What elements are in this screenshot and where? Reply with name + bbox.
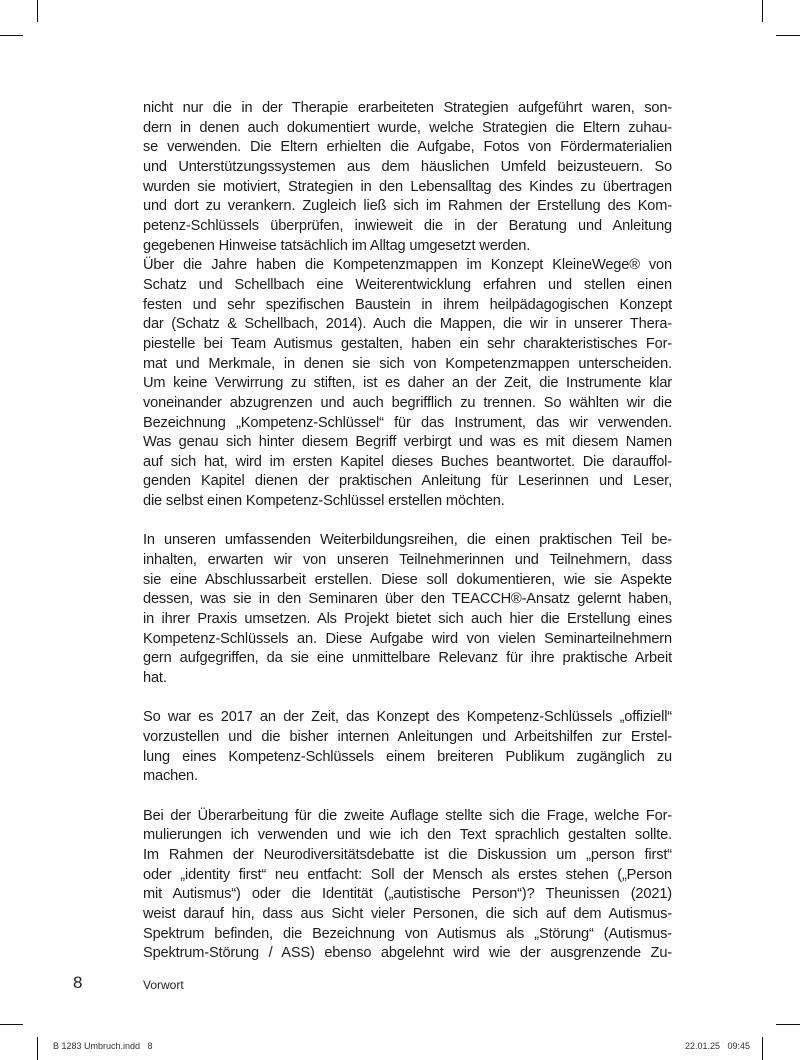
- text-line: petenz-Schlüssels überprüfen, inwieweit die in der Beratung und Anleitung: [143, 217, 672, 234]
- text-line: Um keine Verwirrung zu stiften, ist es daher an der Zeit, die Instrumente klar: [143, 375, 672, 392]
- crop-mark-bottom-right-vertical: [762, 1037, 763, 1060]
- text-line: Bei der Überarbeitung für die zweite Auflage stellte sich die Frage, welche For-: [143, 807, 672, 824]
- text-line: gegebenen Hinweise tatsächlich im Alltag umgesetzt werden.: [143, 237, 531, 254]
- paragraph-1: [143, 99, 672, 256]
- text-line: und Unterstützungssystemen aus dem häuslichen Umfeld beizusteuern. So: [143, 158, 672, 175]
- crop-mark-top-left-vertical: [37, 0, 38, 22]
- text-line: oder „identity first“ neu entfacht: Soll der Mensch als erstes stehen („Person: [143, 866, 672, 883]
- slug-timestamp: 22.01.25 09:45: [685, 1041, 751, 1051]
- text-line: wurden sie motiviert, Strategien in den Lebensalltag des Kindes zu übertragen: [143, 178, 672, 195]
- text-line: In unseren umfassenden Weiterbildungsreihen, die einen praktischen Teil be-: [143, 532, 672, 549]
- text-line: festen und sehr spezifischen Baustein in ihrem heilpädagogischen Konzept: [143, 296, 672, 313]
- text-line: genden Kapitel dienen der praktischen Anleitung für Leserinnen und Leser,: [143, 473, 672, 490]
- text-line: weist darauf hin, dass aus Sicht vieler Personen, die sich auf dem Autismus-: [143, 905, 672, 922]
- crop-mark-top-right-vertical: [762, 0, 763, 22]
- text-line: vorzustellen und die bisher internen Anleitungen und Arbeitshilfen zur Erstel-: [143, 728, 672, 745]
- text-line: Was genau sich hinter diesem Begriff verbirgt und was es mit diesem Namen: [143, 434, 672, 451]
- text-line: und dort zu verankern. Zugleich ließ sich im Rahmen der Erstellung des Kom-: [143, 198, 672, 215]
- text-line: voneinander abzugrenzen und auch begrifflich zu trennen. So wählten wir die: [143, 394, 672, 411]
- text-line: Schatz und Schellbach eine Weiterentwicklung erfahren und stellen einen: [143, 276, 672, 293]
- text-line: Über die Jahre haben die Kompetenzmappen im Konzept KleineWege® von: [143, 257, 672, 274]
- text-line: mit Autismus“) oder die Identität („autistische Person“)? Theunissen (2021): [143, 886, 672, 903]
- body-text: [143, 99, 672, 964]
- text-line: hat.: [143, 670, 167, 687]
- text-line: se verwenden. Die Eltern erhielten die Aufgabe, Fotos von Fördermaterialien: [143, 139, 672, 156]
- text-line: piestelle bei Team Autismus gestalten, haben ein sehr charakteristisches For-: [143, 335, 672, 352]
- text-line: lung eines Kompetenz-Schlüssels einem breiteren Publikum zugänglich zu: [143, 748, 672, 765]
- text-line: mat und Merkmale, in denen sie sich von Kompetenzmappen unterscheiden.: [143, 355, 672, 372]
- paragraph-gap: [143, 512, 672, 532]
- crop-mark-bottom-left-horizontal: [0, 1024, 23, 1025]
- text-line: Spektrum-Störung / ASS) ebenso abgelehnt wird wie der ausgrenzende Zu-: [143, 945, 672, 962]
- crop-mark-bottom-left-vertical: [37, 1037, 38, 1060]
- text-line: auf sich hat, wird im ersten Kapitel dieses Buches beantwortet. Die darauffol-: [143, 453, 672, 470]
- text-line: dar (Schatz & Schellbach, 2014). Auch die Mappen, die wir in unserer Thera-: [143, 316, 672, 333]
- crop-mark-top-right-horizontal: [776, 35, 800, 36]
- running-footer-title: Vorwort: [143, 978, 184, 992]
- text-line: dern in denen auch dokumentiert wurde, welche Strategien die Eltern zuhau-: [143, 119, 672, 136]
- text-line: Kompetenz-Schlüssels an. Diese Aufgabe wird von vielen Seminarteilnehmern: [143, 630, 672, 647]
- text-line: Bezeichnung „Kompetenz-Schlüssel“ für das Instrument, das wir verwenden.: [143, 414, 672, 431]
- page-number: 8: [73, 973, 83, 992]
- paragraph-4: [143, 708, 672, 787]
- text-line: Spektrum befinden, die Bezeichnung von Autismus als „Störung“ (Autismus-: [143, 925, 672, 942]
- paragraph-gap: [143, 787, 672, 807]
- text-line: machen.: [143, 768, 198, 785]
- text-line: mulierungen ich verwenden und wie ich den Text sprachlich gestalten sollte.: [143, 827, 672, 844]
- crop-mark-top-left-horizontal: [0, 35, 23, 36]
- text-line: die selbst einen Kompetenz-Schlüssel erstellen möchten.: [143, 493, 505, 510]
- text-line: sie eine Abschlussarbeit erstellen. Diese soll dokumentieren, wie sie Aspekte: [143, 571, 672, 588]
- text-line: So war es 2017 an der Zeit, das Konzept des Kompetenz-Schlüssels „offiziell“: [143, 709, 672, 726]
- text-line: in ihrer Praxis umsetzen. Als Projekt bietet sich auch hier die Erstellung eines: [143, 611, 672, 628]
- paragraph-gap: [143, 689, 672, 709]
- text-line: gern aufgegriffen, da sie eine unmittelbare Relevanz für ihre praktische Arbeit: [143, 650, 672, 667]
- slug-file-info: B 1283 Umbruch.indd 8: [53, 1041, 153, 1051]
- paragraph-5: [143, 807, 672, 964]
- text-line: dessen, was sie in den Seminaren über den TEACCH®-Ansatz gelernt haben,: [143, 591, 672, 608]
- crop-mark-bottom-right-horizontal: [776, 1024, 800, 1025]
- text-line: inhalten, erwarten wir von unseren Teilnehmerinnen und Teilnehmern, dass: [143, 552, 672, 569]
- paragraph-2: [143, 256, 672, 512]
- text-line: nicht nur die in der Therapie erarbeiteten Strategien aufgeführt waren, son-: [143, 100, 672, 116]
- paragraph-3: [143, 531, 672, 688]
- text-line: Im Rahmen der Neurodiversitätsdebatte ist die Diskussion um „person first“: [143, 846, 672, 863]
